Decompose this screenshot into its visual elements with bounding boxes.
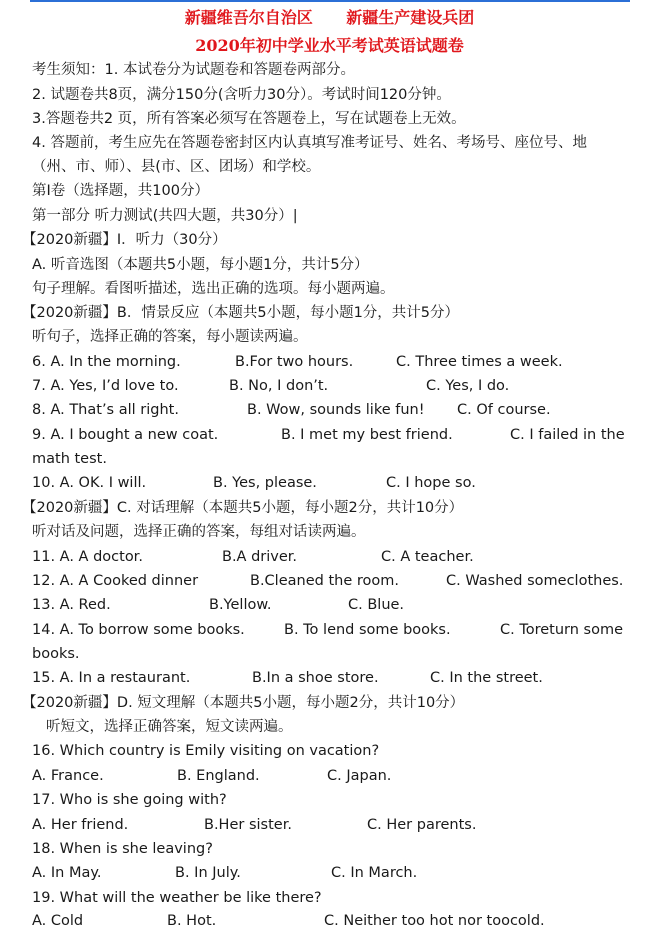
question-7 — [32, 376, 642, 396]
q7-option-c: C. Yes, I do. — [426, 378, 510, 394]
q13-option-a: 13. A. Red. — [32, 597, 111, 613]
section-b-heading: 【2020新疆】B．情景反应（本题共5小题，每小题1分，共计5分） — [22, 305, 460, 321]
section-d-heading: 【2020新疆】D. 短文理解（本题共5小题，每小题2分，共计10分） — [22, 695, 465, 711]
volume-heading: 第I卷（选择题，共100分） — [32, 183, 209, 199]
q9-option-c: C. I failed in the — [510, 427, 625, 443]
q14-option-b: B. To lend some books. — [284, 622, 451, 638]
q18-option-a: A. In May. — [32, 865, 102, 881]
q10-option-c: C. I hope so. — [386, 475, 476, 491]
question-13 — [32, 595, 642, 615]
question-16: 16. Which country is Emily visiting on vacation? — [32, 743, 380, 759]
q15-option-b: B.In a shoe store. — [252, 670, 379, 686]
note-2: 2. 试题卷共8页，满分150分(含听力30分）。考试时间120分钟。 — [32, 87, 451, 103]
q17-option-a: A. Her friend. — [32, 817, 129, 833]
question-19: 19. What will the weather be like there? — [32, 890, 322, 906]
top-divider — [30, 0, 630, 2]
q19-option-c: C. Neither too hot nor toocold. — [324, 913, 545, 929]
q12-option-b: B.Cleaned the room. — [250, 573, 399, 589]
section-c-heading: 【2020新疆】C. 对话理解（本题共5小题，每小题2分，共计10分） — [22, 500, 464, 516]
q11-option-c: C. A teacher. — [381, 549, 474, 565]
q6-option-c: C. Three times a week. — [396, 354, 563, 370]
q14-option-c: C. Toreturn some — [500, 622, 624, 638]
exam-title: 2020年初中学业水平考试英语试题卷 — [195, 36, 464, 55]
section-i-heading: 【2020新疆】I．听力（30分） — [22, 232, 227, 248]
question-8 — [32, 400, 642, 420]
q16-option-a: A. France. — [32, 768, 104, 784]
q10-option-b: B. Yes, please. — [213, 475, 317, 491]
section-a-heading: A. 听音选图（本题共5小题，每小题1分，共计5分） — [32, 257, 369, 273]
q9-option-a: 9. A. I bought a new coat. — [32, 427, 219, 443]
section-d-desc: 听短文，选择正确答案，短文读两遍。 — [46, 719, 293, 735]
question-11 — [32, 547, 642, 567]
q14-option-a: 14. A. To borrow some books. — [32, 622, 245, 638]
note-4b: （州、市、师）、县(市、区、团场）和学校。 — [32, 159, 321, 175]
question-14 — [32, 620, 642, 640]
note-1: 考生须知：1. 本试卷分为试题卷和答题卷两部分。 — [32, 62, 355, 78]
note-4a: 4. 答题前，考生应先在答题卷密封区内认真填写准考证号、姓名、考场号、座位号、地 — [32, 135, 587, 151]
q19-option-a: A. Cold — [32, 913, 84, 929]
q8-option-c: C. Of course. — [457, 402, 551, 418]
question-9 — [32, 425, 642, 445]
part-heading: 第一部分 听力测试(共四大题，共30分）| — [32, 208, 298, 224]
q16-option-c: C. Japan. — [327, 768, 392, 784]
q10-option-a: 10. A. OK. I will. — [32, 475, 147, 491]
question-18: 18. When is she leaving? — [32, 841, 213, 857]
question-17: 17. Who is she going with? — [32, 792, 227, 808]
question-6 — [32, 352, 642, 372]
question-10 — [32, 473, 642, 493]
q8-option-a: 8. A. That’s all right. — [32, 402, 179, 418]
exam-region-title: 新疆维吾尔自治区 新疆生产建设兵团 — [184, 8, 475, 27]
q18-option-b: B. In July. — [175, 865, 241, 881]
section-c-desc: 听对话及问题，选择正确的答案，每组对话读两遍。 — [32, 524, 366, 540]
question-15 — [32, 668, 642, 688]
q15-option-c: C. In the street. — [430, 670, 543, 686]
q6-option-b: B.For two hours. — [235, 354, 354, 370]
q13-option-b: B.Yellow. — [209, 597, 272, 613]
q16-option-b: B. England. — [177, 768, 260, 784]
note-3: 3.答题卷共2 页，所有答案必须写在答题卷上，写在试题卷上无效。 — [32, 111, 466, 127]
q13-option-c: C. Blue. — [348, 597, 405, 613]
section-a-desc: 句子理解。看图听描述，选出正确的选项。每小题两遍。 — [32, 281, 395, 297]
q12-option-c: C. Washed someclothes. — [446, 573, 624, 589]
q9-option-c-cont: math test. — [32, 451, 107, 467]
q11-option-b: B.A driver. — [222, 549, 298, 565]
q15-option-a: 15. A. In a restaurant. — [32, 670, 191, 686]
q18-option-c: C. In March. — [331, 865, 418, 881]
q18-options — [32, 863, 642, 883]
q17-options — [32, 815, 642, 835]
q19-options — [32, 911, 642, 931]
q17-option-c: C. Her parents. — [367, 817, 477, 833]
q7-option-b: B. No, I don’t. — [229, 378, 329, 394]
q11-option-a: 11. A. A doctor. — [32, 549, 143, 565]
question-12 — [32, 571, 642, 591]
q19-option-b: B. Hot. — [167, 913, 217, 929]
q16-options — [32, 766, 642, 786]
q8-option-b: B. Wow, sounds like fun! — [247, 402, 425, 418]
q6-option-a: 6. A. In the morning. — [32, 354, 181, 370]
section-b-desc: 听句子，选择正确的答案，每小题读两遍。 — [32, 329, 308, 345]
q12-option-a: 12. A. A Cooked dinner — [32, 573, 199, 589]
q17-option-b: B.Her sister. — [204, 817, 292, 833]
q9-option-b: B. I met my best friend. — [281, 427, 453, 443]
q7-option-a: 7. A. Yes, I’d love to. — [32, 378, 179, 394]
q14-option-c-cont: books. — [32, 646, 80, 662]
